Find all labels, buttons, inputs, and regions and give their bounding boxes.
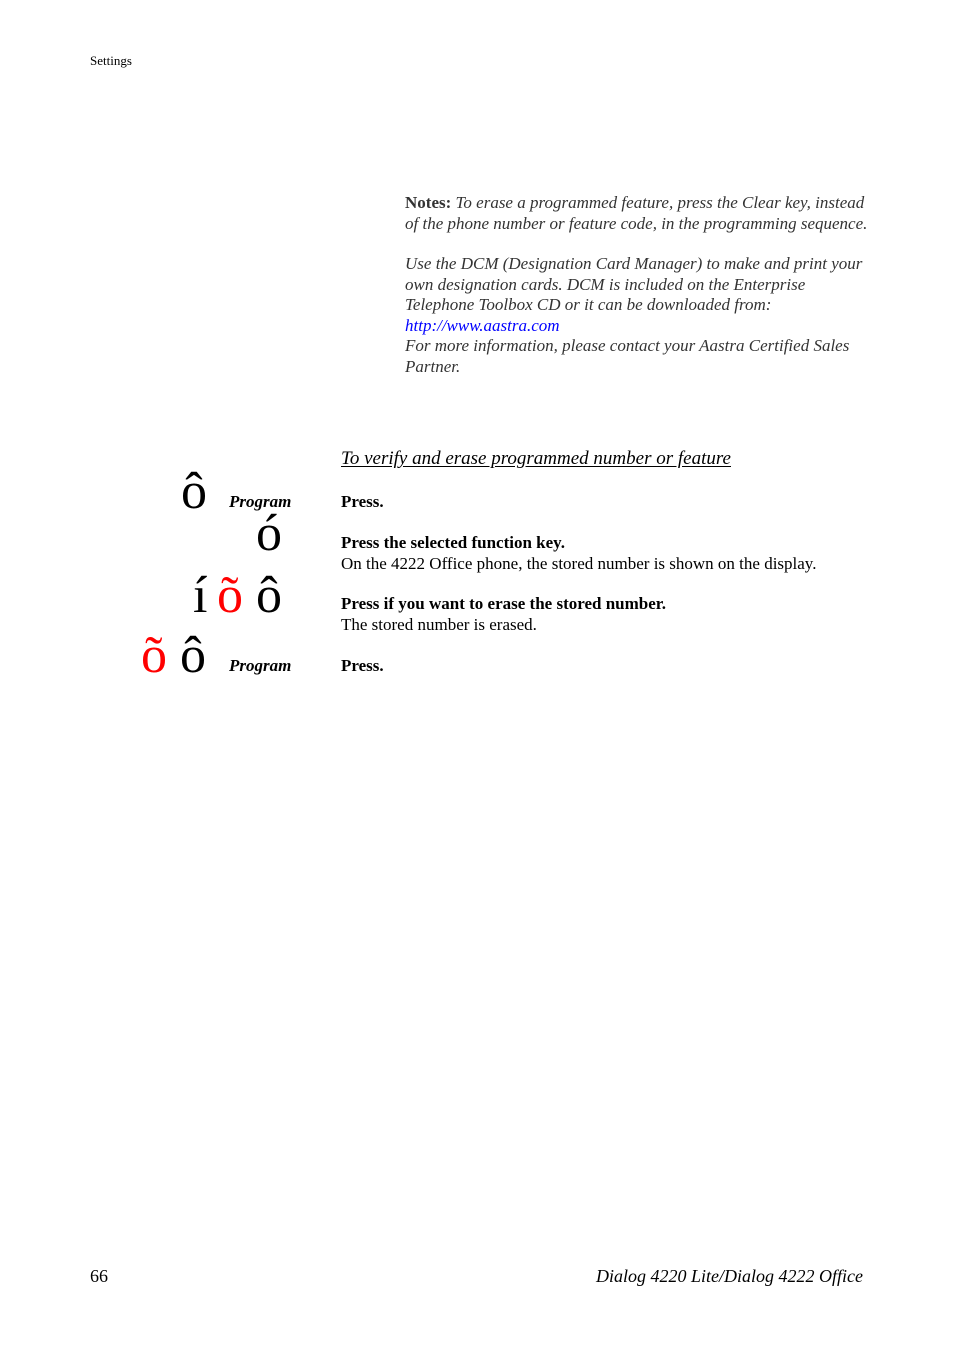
note-1-text: To erase a programmed feature, press the Clear key, instead of the phone number or feature code, in the programming sequence. — [405, 193, 868, 233]
running-header: Settings — [90, 53, 132, 68]
step-2-instruction: Press the selected function key. — [341, 533, 565, 552]
notes-label: Notes: — [405, 193, 452, 212]
note-3: For more information, please contact your Aastra Certified Sales Partner. — [405, 336, 850, 376]
page-number: 66 — [90, 1266, 108, 1286]
highlighted-key-icon: õ — [217, 567, 243, 624]
document-title: Dialog 4220 Lite/Dialog 4222 Office — [596, 1266, 863, 1286]
procedure-title: To verify and erase programmed number or feature — [341, 448, 731, 469]
note-1 — [405, 193, 875, 234]
aastra-link[interactable]: http://www.aastra.com — [405, 315, 560, 335]
highlighted-key-icon-2: õ — [141, 627, 167, 684]
function-key-icon: ó — [256, 505, 282, 562]
notes-block — [405, 193, 875, 377]
step-1-instruction: Press. — [341, 492, 384, 511]
clear-key-icon: í — [193, 567, 208, 624]
step-4-instruction: Press. — [341, 656, 384, 675]
step-2-detail: On the 4222 Office phone, the stored number is shown on the display. — [341, 554, 817, 573]
program-key-label-2: Program — [229, 656, 292, 675]
step-3-detail: The stored number is erased. — [341, 615, 537, 634]
step-3-instruction: Press if you want to erase the stored number. — [341, 594, 667, 613]
program-key-icon-2: ô — [180, 627, 206, 684]
program-key-icon: ô — [181, 463, 207, 520]
note-2: Use the DCM (Designation Card Manager) to make and print your own designation cards. DCM is included on the Enterprise Telephone Toolbox CD or it can be downloaded from: — [405, 254, 863, 314]
function-key-icon-2: ô — [256, 567, 282, 624]
program-key-label-1: Program — [229, 492, 292, 511]
